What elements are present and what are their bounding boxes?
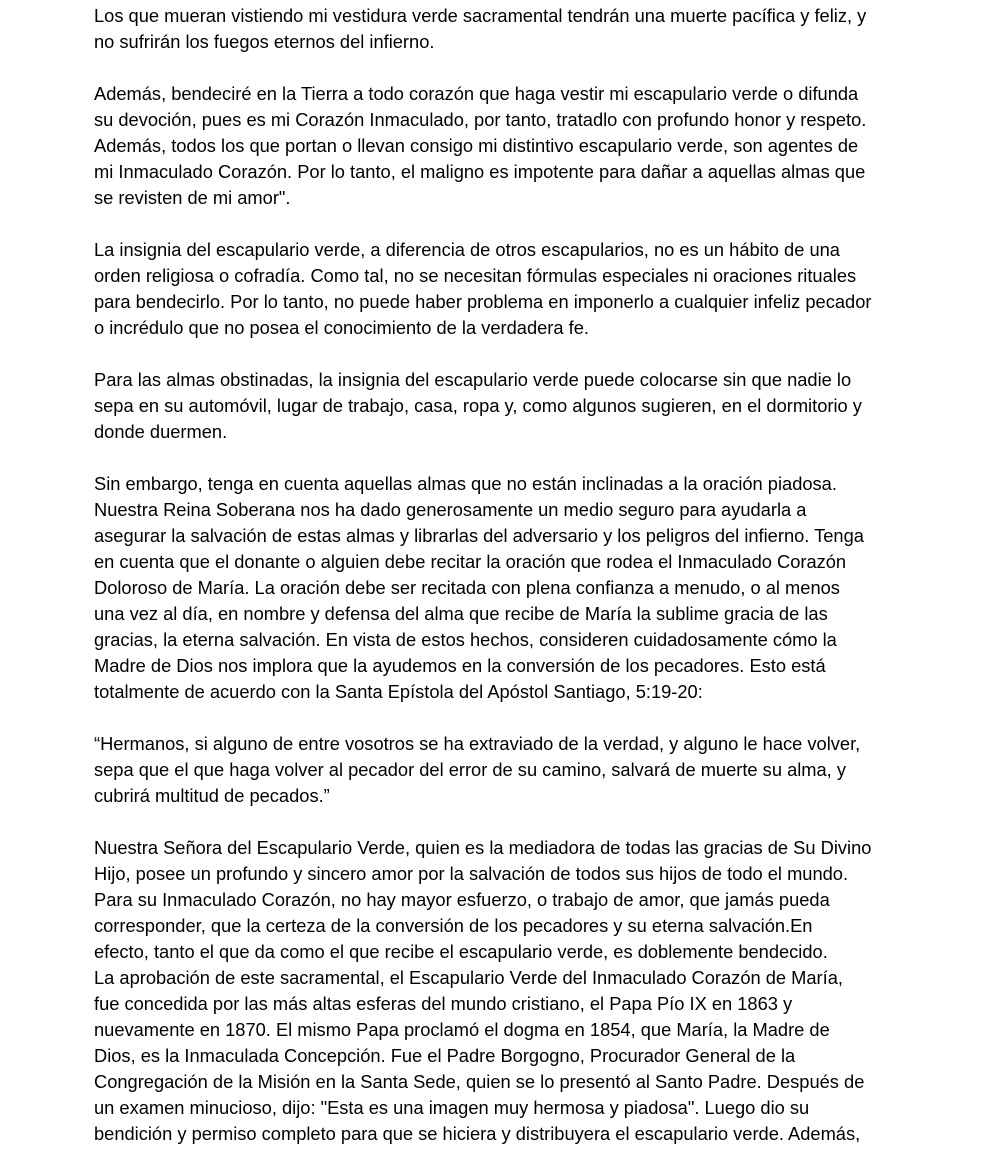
text-line: en cuenta que el donante o alguien debe recitar la oración que rodea el Inmaculado Corazón xyxy=(94,551,847,572)
paragraph-our-lady-approval xyxy=(94,835,944,1147)
text-line: mi Inmaculado Corazón. Por lo tanto, el maligno es impotente para dañar a aquellas almas que xyxy=(94,161,866,182)
text-line: bendición y permiso completo para que se hiciera y distribuyera el escapulario verde. Además, xyxy=(94,1123,861,1144)
text-line: Doloroso de María. La oración debe ser recitada con plena confianza a menudo, o al menos xyxy=(94,577,840,598)
paragraph-insignia xyxy=(94,237,944,341)
text-line: donde duermen. xyxy=(94,421,228,442)
text-line: un examen minucioso, dijo: "Esta es una imagen muy hermosa y piadosa". Luego dio su xyxy=(94,1097,810,1118)
paragraph-scripture-quote xyxy=(94,731,944,809)
text-line: no sufrirán los fuegos eternos del infierno. xyxy=(94,31,435,52)
paragraph-blessing-promise xyxy=(94,81,944,211)
paragraph-death-promise xyxy=(94,3,944,55)
text-line: Además, todos los que portan o llevan consigo mi distintivo escapulario verde, son agentes de xyxy=(94,135,859,156)
paragraph-obstinate-souls xyxy=(94,367,944,445)
text-line: orden religiosa o cofradía. Como tal, no se necesitan fórmulas especiales ni oraciones rituales xyxy=(94,265,857,286)
text-line: “Hermanos, si alguno de entre vosotros se ha extraviado de la verdad, y alguno le hace volver, xyxy=(94,733,861,754)
text-line: Para su Inmaculado Corazón, no hay mayor esfuerzo, o trabajo de amor, que jamás pueda xyxy=(94,889,830,910)
text-line: Congregación de la Misión en la Santa Sede, quien se lo presentó al Santo Padre. Después de xyxy=(94,1071,865,1092)
text-line: La aprobación de este sacramental, el Escapulario Verde del Inmaculado Corazón de María, xyxy=(94,967,843,988)
text-line: Los que mueran vistiendo mi vestidura verde sacramental tendrán una muerte pacífica y feliz, y xyxy=(94,5,867,26)
text-line: Nuestra Reina Soberana nos ha dado generosamente un medio seguro para ayudarla a xyxy=(94,499,807,520)
text-line: fue concedida por las más altas esferas del mundo cristiano, el Papa Pío IX en 1863 y xyxy=(94,993,793,1014)
text-line: Madre de Dios nos implora que la ayudemos en la conversión de los pecadores. Esto está xyxy=(94,655,826,676)
text-line: nuevamente en 1870. El mismo Papa proclamó el dogma en 1854, que María, la Madre de xyxy=(94,1019,830,1040)
text-line: La insignia del escapulario verde, a diferencia de otros escapularios, no es un hábito de una xyxy=(94,239,840,260)
text-line: Para las almas obstinadas, la insignia del escapulario verde puede colocarse sin que nadie lo xyxy=(94,369,852,390)
text-line: sepa que el que haga volver al pecador del error de su camino, salvará de muerte su alma, y xyxy=(94,759,846,780)
text-line: para bendecirlo. Por lo tanto, no puede haber problema en imponerlo a cualquier infeliz pecador xyxy=(94,291,872,312)
text-line: sepa en su automóvil, lugar de trabajo, casa, ropa y, como algunos sugieren, en el dormitorio y xyxy=(94,395,862,416)
text-line: cubrirá multitud de pecados.” xyxy=(94,785,330,806)
text-line: Dios, es la Inmaculada Concepción. Fue el Padre Borgogno, Procurador General de la xyxy=(94,1045,796,1066)
text-line: su devoción, pues es mi Corazón Inmaculado, por tanto, tratadlo con profundo honor y respeto. xyxy=(94,109,867,130)
text-line: gracias, la eterna salvación. En vista de estos hechos, consideren cuidadosamente cómo la xyxy=(94,629,837,650)
text-line: una vez al día, en nombre y defensa del alma que recibe de María la sublime gracia de las xyxy=(94,603,828,624)
text-line: Nuestra Señora del Escapulario Verde, quien es la mediadora de todas las gracias de Su Divino xyxy=(94,837,872,858)
paragraph-prayer xyxy=(94,471,944,705)
text-line: Sin embargo, tenga en cuenta aquellas almas que no están inclinadas a la oración piadosa. xyxy=(94,473,837,494)
text-line: Hijo, posee un profundo y sincero amor por la salvación de todos sus hijos de todo el mundo. xyxy=(94,863,849,884)
text-line: se revisten de mi amor". xyxy=(94,187,291,208)
text-line: Además, bendeciré en la Tierra a todo corazón que haga vestir mi escapulario verde o difunda xyxy=(94,83,859,104)
text-line: totalmente de acuerdo con la Santa Epístola del Apóstol Santiago, 5:19-20: xyxy=(94,681,703,702)
text-line: efecto, tanto el que da como el que recibe el escapulario verde, es doblemente bendecido. xyxy=(94,941,828,962)
text-line: asegurar la salvación de estas almas y librarlas del adversario y los peligros del infierno. Tenga xyxy=(94,525,864,546)
text-line: corresponder, que la certeza de la conversión de los pecadores y su eterna salvación.En xyxy=(94,915,813,936)
text-line: o incrédulo que no posea el conocimiento de la verdadera fe. xyxy=(94,317,589,338)
document-body xyxy=(94,3,944,1173)
